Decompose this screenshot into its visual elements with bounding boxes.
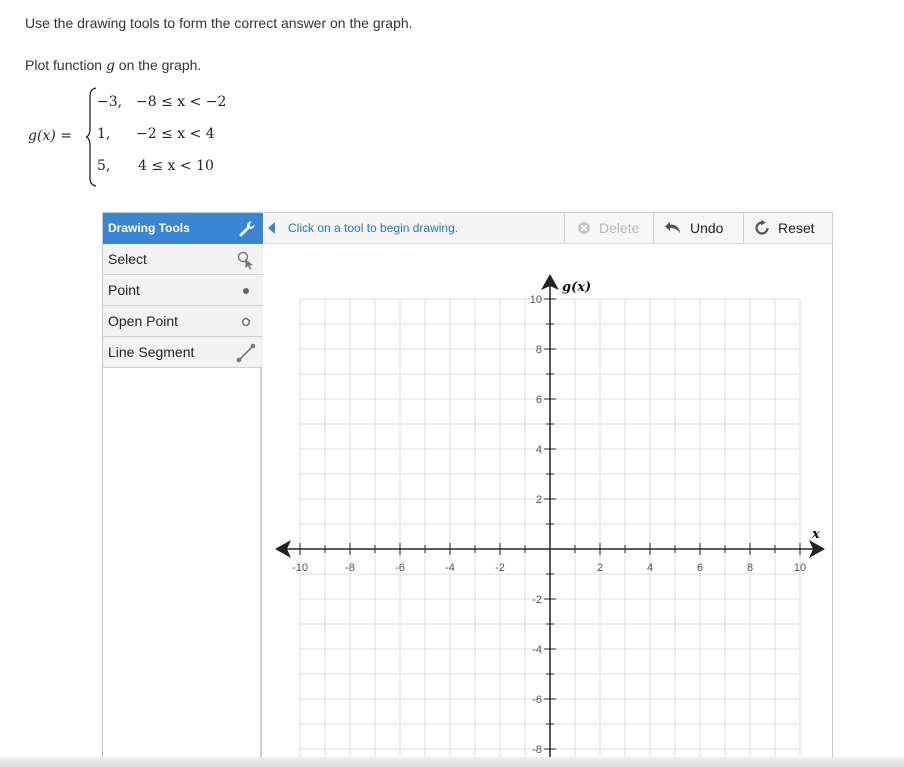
coordinate-plane[interactable] <box>264 244 832 767</box>
case-3-value: 5, <box>97 158 111 174</box>
x-tick-label: 4 <box>646 562 654 574</box>
drawing-hint: Click on a tool to begin drawing. <box>288 221 459 235</box>
drawing-tools-title: Drawing Tools <box>108 221 190 235</box>
drawing-tools-panel <box>102 212 262 767</box>
x-tick-label: 6 <box>696 562 704 574</box>
tool-point-label: Point <box>108 282 140 298</box>
wrench-icon <box>236 213 258 244</box>
x-tick-label: 2 <box>596 562 604 574</box>
drawing-tools-header <box>103 213 263 244</box>
tool-open-point[interactable] <box>103 306 263 337</box>
collapse-arrow-icon[interactable] <box>268 221 276 239</box>
function-name: g <box>105 58 115 74</box>
scroll-strip <box>0 757 904 767</box>
y-tick-label: -8 <box>532 744 542 756</box>
tool-select[interactable] <box>103 244 263 275</box>
y-tick-label: -4 <box>532 644 542 656</box>
x-tick-label: -6 <box>395 562 405 574</box>
plot-instruction-suffix: on the graph. <box>114 57 202 73</box>
reset-icon <box>754 220 770 236</box>
x-tick-label: -10 <box>292 562 308 574</box>
graph-canvas[interactable] <box>264 244 833 767</box>
y-tick-label: 6 <box>535 394 542 406</box>
reset-button[interactable] <box>743 213 833 243</box>
x-tick-label: -2 <box>495 562 505 574</box>
tool-line-segment[interactable] <box>103 337 263 368</box>
y-tick-label: 4 <box>535 444 542 456</box>
plot-instruction-prefix: Plot function <box>25 57 106 73</box>
y-tick-label: -6 <box>532 694 542 706</box>
y-tick-label: -2 <box>532 594 542 606</box>
case-2-value: 1, <box>97 126 111 142</box>
function-lhs: g(x) = <box>28 128 72 144</box>
case-1-condition: −8 ≤ x < −2 <box>136 94 227 110</box>
case-3-condition: 4 ≤ x < 10 <box>138 158 214 174</box>
x-axis-label: x <box>812 527 820 542</box>
tool-point[interactable] <box>103 275 263 306</box>
x-tick-label: -4 <box>445 562 455 574</box>
case-2-condition: −2 ≤ x < 4 <box>136 126 215 142</box>
undo-button[interactable] <box>653 213 743 243</box>
instruction-text: Use the drawing tools to form the correct answer on the graph. <box>25 15 413 31</box>
case-1-value: −3, <box>97 94 123 110</box>
plot-instruction <box>25 57 201 74</box>
select-pointer-icon <box>235 244 257 275</box>
point-icon <box>235 275 257 306</box>
tool-line-segment-label: Line Segment <box>108 344 195 360</box>
x-tick-label: -8 <box>345 562 355 574</box>
delete-label: Delete <box>599 220 640 236</box>
undo-label: Undo <box>690 220 724 236</box>
graph-toolbar <box>264 212 833 244</box>
x-tick-label: 10 <box>793 562 807 574</box>
y-tick-label: 2 <box>535 494 542 506</box>
undo-icon <box>664 221 682 235</box>
open-point-icon <box>235 306 257 337</box>
delete-button[interactable] <box>564 213 654 243</box>
tool-open-point-label: Open Point <box>108 313 179 329</box>
tool-select-label: Select <box>108 251 147 267</box>
delete-icon <box>577 221 591 235</box>
line-segment-icon <box>235 337 257 368</box>
y-axis-label: g(x) <box>562 280 592 295</box>
reset-label: Reset <box>778 220 815 236</box>
y-tick-label: 10 <box>529 294 542 306</box>
x-tick-label: 8 <box>746 562 754 574</box>
y-tick-label: 8 <box>535 344 542 356</box>
